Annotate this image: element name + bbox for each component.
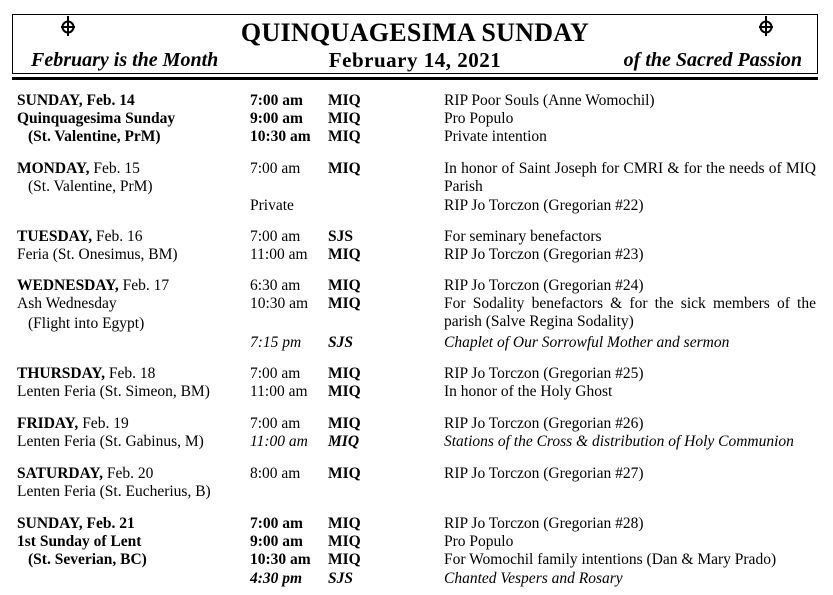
mass-intention: In honor of Saint Joseph for CMRI & for the needs of MIQ Parish [444,160,816,195]
mass-location: MIQ [328,383,361,400]
mass-intention: For Sodality benefactors & for the sick members of the parish (Salve Regina Sodality) [444,295,816,330]
day-heading: WEDNESDAY, Feb. 17 [17,277,170,294]
mass-intention: RIP Jo Torczon (Gregorian #28) [444,515,644,532]
cross-orb-icon [755,15,777,37]
mass-time: 8:00 am [250,465,301,482]
mass-location: SJS [328,334,353,351]
mass-time: 6:30 am [250,277,301,294]
mass-intention: Pro Populo [444,110,514,127]
bulletin-header [12,14,818,74]
mass-location: MIQ [328,295,361,312]
mass-intention: RIP Jo Torczon (Gregorian #22) [444,197,644,214]
mass-intention: RIP Jo Torczon (Gregorian #26) [444,415,644,432]
bulletin-date: February 14, 2021 [328,48,502,72]
day-heading: FRIDAY, Feb. 19 [17,415,129,432]
mass-time: 7:00 am [250,228,301,245]
mass-location: MIQ [328,365,361,382]
mass-time: 11:00 am [250,383,308,400]
mass-time: 7:00 am [250,415,301,432]
day-commemoration: (St. Valentine, PrM) [28,128,161,145]
mass-location: MIQ [328,433,360,450]
day-commemoration: (St. Severian, BC) [28,551,147,568]
mass-location: MIQ [328,465,361,482]
day-feast: Feria (St. Onesimus, BM) [17,246,178,263]
mass-location: MIQ [328,415,361,432]
mass-time: 10:30 am [250,295,309,312]
day-feast: Lenten Feria (St. Eucherius, B) [17,483,211,500]
mass-time: 10:30 am [250,551,311,568]
mass-intention: RIP Jo Torczon (Gregorian #23) [444,246,644,263]
mass-intention: RIP Jo Torczon (Gregorian #25) [444,365,644,382]
day-feast: Quinquagesima Sunday [17,110,176,127]
mass-time: 11:00 am [250,246,308,263]
day-heading: THURSDAY, Feb. 18 [17,365,156,382]
day-feast: Lenten Feria (St. Simeon, BM) [17,383,210,400]
mass-time: 7:00 am [250,365,301,382]
mass-intention: RIP Poor Souls (Anne Womochil) [444,92,655,109]
mass-location: MIQ [328,160,361,177]
mass-intention: Pro Populo [444,533,514,550]
mass-time: 7:00 am [250,92,303,109]
day-feast: Lenten Feria (St. Gabinus, M) [17,433,204,450]
mass-location: MIQ [328,128,361,145]
mass-time: 10:30 am [250,128,311,145]
mass-location: SJS [328,570,353,587]
mass-location: MIQ [328,515,361,532]
mass-intention: Chaplet of Our Sorrowful Mother and sermon [444,334,730,351]
mass-intention: For Womochil family intentions (Dan & Mary Prado) [444,551,777,568]
month-dedication-left: February is the Month [31,49,219,71]
mass-location: MIQ [328,551,361,568]
mass-location: MIQ [328,277,361,294]
mass-intention: Stations of the Cross & distribution of Holy Communion [444,433,794,450]
mass-time: 7:00 am [250,160,301,177]
mass-location: MIQ [328,246,361,263]
mass-time: 11:00 am [250,433,308,450]
day-heading: SUNDAY, Feb. 14 [17,92,135,109]
page-title: QUINQUAGESIMA SUNDAY [240,18,590,47]
mass-time: 7:00 am [250,515,303,532]
mass-intention: Private intention [444,128,547,145]
mass-location: SJS [328,228,353,245]
day-feast: Ash Wednesday [17,295,117,312]
mass-time: Private [250,197,294,214]
day-heading: SUNDAY, Feb. 21 [17,515,135,532]
mass-intention: RIP Jo Torczon (Gregorian #27) [444,465,644,482]
day-feast: 1st Sunday of Lent [17,533,142,550]
mass-time: 4:30 pm [250,570,303,587]
mass-intention: Chanted Vespers and Rosary [444,570,623,587]
mass-location: MIQ [328,110,361,127]
header-divider [12,77,818,80]
mass-time: 9:00 am [250,533,303,550]
day-commemoration: (St. Valentine, PrM) [28,178,153,195]
mass-time: 7:15 pm [250,334,302,351]
day-heading: MONDAY, Feb. 15 [17,160,140,177]
day-commemoration: (Flight into Egypt) [28,315,145,332]
mass-location: MIQ [328,92,361,109]
mass-location: MIQ [328,533,361,550]
day-heading: SATURDAY, Feb. 20 [17,465,154,482]
mass-intention: For seminary benefactors [444,228,602,245]
month-dedication-right: of the Sacred Passion [623,49,802,71]
mass-time: 9:00 am [250,110,303,127]
day-heading: TUESDAY, Feb. 16 [17,228,143,245]
mass-intention: RIP Jo Torczon (Gregorian #24) [444,277,644,294]
mass-intention: In honor of the Holy Ghost [444,383,613,400]
